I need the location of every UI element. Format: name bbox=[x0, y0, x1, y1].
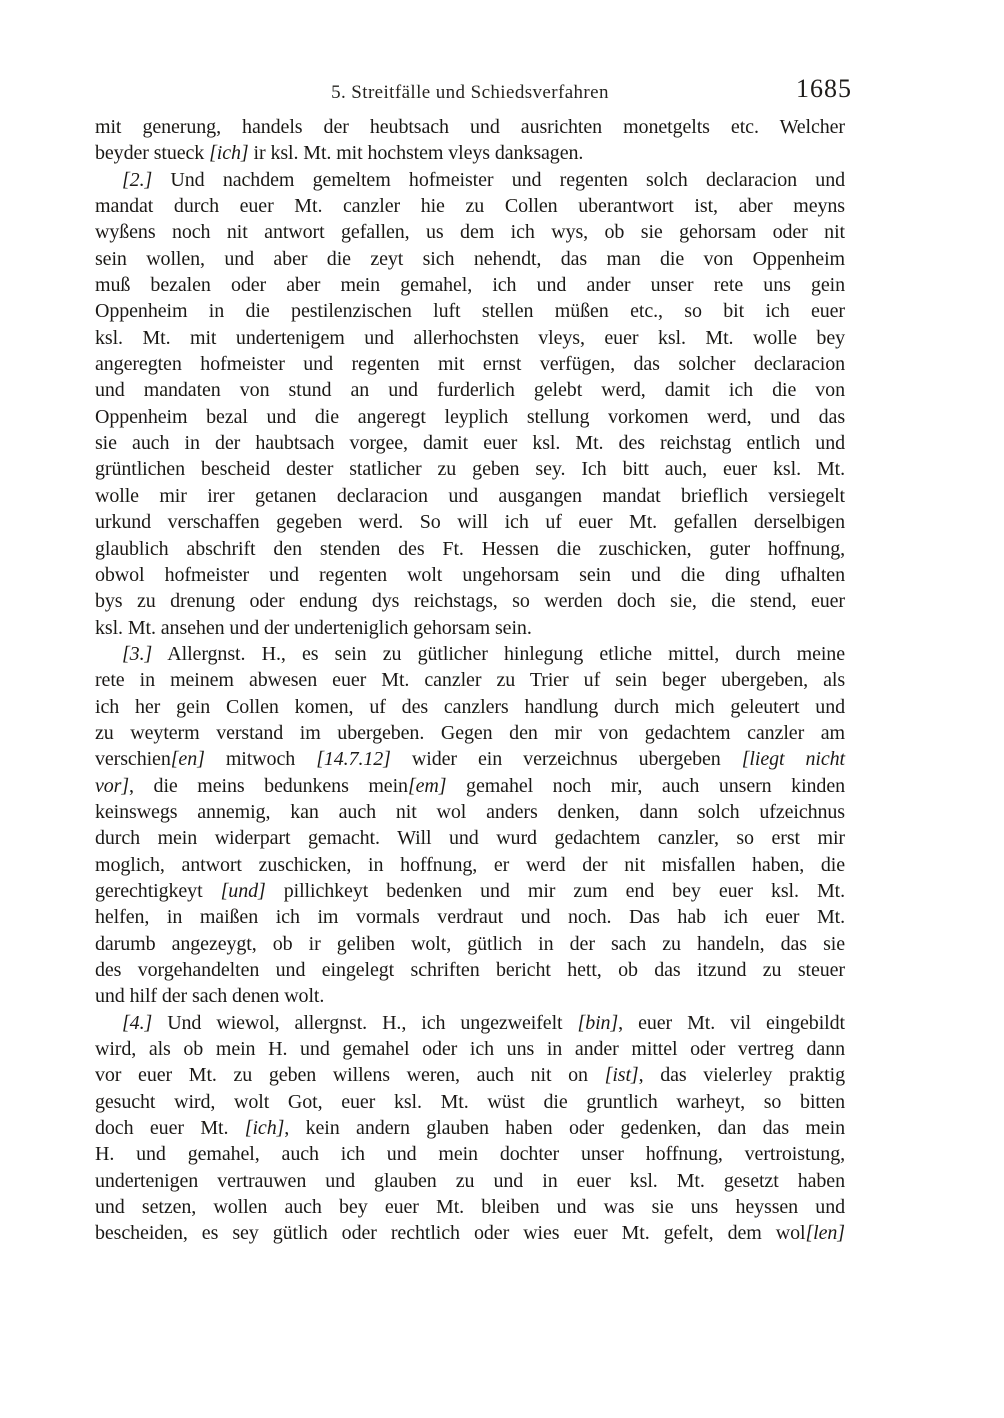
text-segment: ir ksl. Mt. mit hochstem vleys danksagen. bbox=[248, 142, 584, 165]
text-line bbox=[95, 377, 845, 403]
text-line bbox=[95, 1141, 845, 1167]
text-segment: durch mein widerpart gemacht. Will und wurd gedachtem canzler, so erst mir bbox=[95, 827, 845, 850]
text-segment: undertenigen vertrauwen und glauben zu und in euer ksl. Mt. gesetzt haben bbox=[95, 1169, 845, 1192]
text-segment: , kein andern glauben haben oder gedenken, dan das mein bbox=[284, 1117, 846, 1140]
text-segment: mitwoch bbox=[204, 748, 317, 771]
text-segment: sein wollen, und aber die zeyt sich nehendt, das man die von Oppenheim bbox=[95, 247, 845, 270]
text-segment: darumb angezeygt, ob ir geliben wolt, gütlich in der sach zu handeln, das sie bbox=[95, 932, 845, 955]
text-line bbox=[95, 351, 845, 377]
text-block bbox=[95, 114, 845, 1247]
text-segment: Oppenheim in die pestilenzischen luft stellen müßen etc., so bit ich euer bbox=[95, 300, 845, 323]
editorial-insertion: [ist] bbox=[604, 1064, 639, 1087]
text-line bbox=[95, 193, 845, 219]
text-segment: zu weyterm verstand im ubergeben. Gegen den mir von gedachtem canzler am bbox=[95, 721, 845, 744]
text-line bbox=[95, 904, 845, 930]
text-segment: und mandaten von stund an und furderlich gelebt werd, damit ich die von bbox=[95, 379, 845, 402]
text-line bbox=[95, 483, 845, 509]
text-segment: bescheiden, es sey gütlich oder rechtlich oder wies euer Mt. gefelt, dem wol bbox=[95, 1222, 806, 1245]
text-line bbox=[95, 641, 845, 667]
text-line bbox=[95, 799, 845, 825]
text-segment: rete in meinem abwesen euer Mt. canzler zu Trier uf sein beger ubergeben, als bbox=[95, 669, 845, 692]
text-line bbox=[95, 615, 845, 641]
text-line bbox=[95, 404, 845, 430]
text-segment: wyßens noch nit antwort gefallen, us dem ich wys, ob sie gehorsam oder nit bbox=[95, 221, 845, 244]
paragraph bbox=[95, 641, 845, 1010]
editorial-insertion: [14.7.12] bbox=[316, 748, 391, 771]
text-line bbox=[95, 957, 845, 983]
text-line bbox=[95, 1062, 845, 1088]
text-segment: mit generung, handels der heubtsach und ausrichten monetgelts etc. Welcher bbox=[95, 116, 845, 138]
text-line bbox=[95, 1089, 845, 1115]
text-segment: ksl. Mt. ansehen und der underteniglich gehorsam sein. bbox=[95, 616, 532, 639]
text-segment: , das vielerley praktig bbox=[638, 1064, 845, 1087]
text-segment: doch euer Mt. bbox=[95, 1117, 245, 1140]
text-segment: helfen, in maißen ich im vormals verdraut und noch. Das hab ich euer Mt. bbox=[95, 906, 845, 929]
editorial-insertion: vor] bbox=[95, 774, 130, 797]
text-segment: verschien bbox=[95, 748, 171, 771]
text-segment: glaublich abschrift den stenden des Ft. Hessen die zuschicken, guter hoffnung, bbox=[95, 537, 845, 560]
text-segment: H. und gemahel, auch ich und mein dochter unser hoffnung, vertroistung, bbox=[95, 1143, 845, 1166]
text-line bbox=[95, 246, 845, 272]
editorial-insertion: [2.] bbox=[122, 168, 153, 191]
text-line bbox=[95, 167, 845, 193]
editorial-insertion: [bin] bbox=[577, 1011, 619, 1034]
text-segment: des vorgehandelten und eingelegt schriften bericht hett, ob das itzund zu steuer bbox=[95, 959, 845, 981]
text-line bbox=[95, 667, 845, 693]
text-line bbox=[95, 140, 845, 166]
text-line bbox=[95, 931, 845, 957]
text-segment: gerechtigkeyt bbox=[95, 879, 221, 902]
text-segment: vor euer Mt. zu geben willens weren, auch nit on bbox=[95, 1064, 605, 1087]
text-line bbox=[95, 325, 845, 351]
text-segment: angeregten hofmeister und regenten mit ernst verfügen, das solcher declaracion bbox=[95, 353, 845, 376]
text-segment: und hilf der sach denen wolt. bbox=[95, 985, 325, 1008]
text-segment: muß bezalen oder aber mein gemahel, ich und ander unser rete uns gein bbox=[95, 274, 845, 297]
paragraph bbox=[95, 114, 845, 167]
text-segment: Und wiewol, allergnst. H., ich ungezweifelt bbox=[152, 1011, 578, 1034]
running-head: 5. Streitfälle und Schiedsverfahren bbox=[331, 82, 609, 103]
editorial-insertion: [em] bbox=[407, 774, 447, 797]
editorial-insertion: [liegt nicht bbox=[741, 748, 846, 771]
text-segment: Allergnst. H., es sein zu gütlicher hinlegung etliche mittel, durch meine bbox=[152, 642, 845, 665]
text-segment: mandat durch euer Mt. canzler hie zu Collen uberantwort ist, aber meyns bbox=[95, 195, 845, 218]
page-header bbox=[95, 74, 852, 108]
text-segment: und setzen, wollen auch bey euer Mt. bleiben und was sie uns heyssen und bbox=[95, 1196, 845, 1219]
text-line bbox=[95, 1115, 845, 1141]
text-line bbox=[95, 272, 845, 298]
text-line bbox=[95, 720, 845, 746]
editorial-insertion: [und] bbox=[220, 879, 266, 902]
editorial-insertion: [4.] bbox=[122, 1011, 153, 1034]
text-segment: gesucht wird, wolt Got, euer ksl. Mt. wüst die gruntlich warheyt, so bitten bbox=[95, 1090, 845, 1113]
text-segment: pillichkeyt bedenken und mir zum end bey euer ksl. Mt. bbox=[265, 879, 845, 902]
text-segment: ksl. Mt. mit undertenigem und allerhochsten vleys, euer ksl. Mt. wolle bey bbox=[95, 326, 845, 349]
text-segment: , euer Mt. vil eingebildt bbox=[618, 1011, 845, 1034]
text-line bbox=[95, 509, 845, 535]
text-segment: bys zu drenung oder endung dys reichstags, so werden doch sie, die stend, euer bbox=[95, 590, 845, 613]
text-line bbox=[95, 430, 845, 456]
text-line bbox=[95, 694, 845, 720]
editorial-insertion: [3.] bbox=[122, 642, 153, 665]
text-line bbox=[95, 562, 845, 588]
text-line bbox=[95, 746, 845, 772]
text-line bbox=[95, 773, 845, 799]
text-segment: wider ein verzeichnus ubergeben bbox=[390, 748, 742, 771]
text-line bbox=[95, 1036, 845, 1062]
text-line bbox=[95, 1168, 845, 1194]
editorial-insertion: [ich] bbox=[244, 1117, 285, 1140]
editorial-insertion: [en] bbox=[170, 748, 205, 771]
text-segment: wolle mir irer getanen declaracion und ausgangen mandat brieflich versiegelt bbox=[95, 484, 845, 507]
text-line bbox=[95, 983, 845, 1009]
text-line bbox=[95, 588, 845, 614]
paragraph bbox=[95, 1010, 845, 1247]
text-segment: gemahel noch mir, auch unsern kinden bbox=[446, 774, 845, 797]
text-segment: grüntlichen bescheid dester statlicher zu geben sey. Ich bitt auch, euer ksl. Mt. bbox=[95, 458, 845, 481]
text-line bbox=[95, 1220, 845, 1246]
text-segment: beyder stueck bbox=[95, 142, 210, 165]
text-segment: moglich, antwort zuschicken, in hoffnung, er werd der nit misfallen haben, die bbox=[95, 853, 845, 876]
text-line bbox=[95, 1010, 845, 1036]
text-segment: Oppenheim bezal und die angeregt leyplich stellung vorkomen werd, und das bbox=[95, 405, 845, 428]
text-segment: , die meins bedunkens mein bbox=[129, 774, 408, 797]
text-line bbox=[95, 825, 845, 851]
editorial-insertion: [len] bbox=[805, 1222, 845, 1245]
page-number: 1685 bbox=[796, 74, 852, 103]
text-line bbox=[95, 878, 845, 904]
text-segment: ich her gein Collen komen, uf des canzlers handlung durch mich geleutert und bbox=[95, 695, 845, 718]
text-segment: urkund verschaffen gegeben werd. So will ich uf euer Mt. gefallen derselbigen bbox=[95, 511, 845, 534]
text-line bbox=[95, 298, 845, 324]
text-segment: keinswegs annemig, kan auch nit wol anders denken, dann solch ufzeichnus bbox=[95, 800, 845, 823]
text-segment: obwol hofmeister und regenten wolt ungehorsam sein und die ding ufhalten bbox=[95, 563, 845, 586]
text-segment: wird, als ob mein H. und gemahel oder ich uns in ander mittel oder vertreg dann bbox=[95, 1038, 845, 1061]
text-segment: sie auch in der haubtsach vorgee, damit euer ksl. Mt. des reichstag entlich und bbox=[95, 432, 845, 455]
paragraph bbox=[95, 167, 845, 641]
text-segment: Und nachdem gemeltem hofmeister und regenten solch declaracion und bbox=[152, 168, 845, 191]
text-line bbox=[95, 219, 845, 245]
editorial-insertion: [ich] bbox=[209, 142, 249, 165]
text-line bbox=[95, 1194, 845, 1220]
text-line bbox=[95, 852, 845, 878]
text-line bbox=[95, 456, 845, 482]
text-line bbox=[95, 114, 845, 140]
text-line bbox=[95, 536, 845, 562]
